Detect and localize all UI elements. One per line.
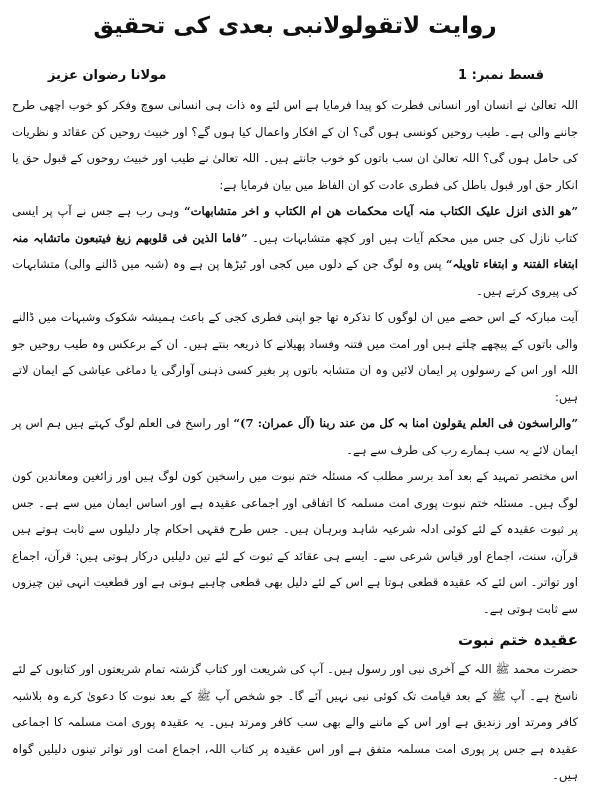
paragraph-verse — [12, 198, 578, 304]
article-page — [12, 8, 578, 792]
paragraph-aqeeda: حضرت محمد ﷺ اللہ کے آخری نبی اور رسول ہیں۔ آپ کی شریعت اور کتاب گزشتہ تمام شریعتوں اور کتابوں کے لئے ناسخ ہے۔ آپ ﷺ کے بعد قیامت تک کوئی نبی نہیں آئے گا۔ جو شخص آپ ﷺ کے بعد نبوت کا دعویٰ کرے وہ بلاشبہ کافر ومرتد اور زندیق ہے اور اس کے ماننے والے بھی سب کافر ومرتد ہیں۔ یہ عقیدہ پوری امت مسلمہ کا اجماعی عقیدہ ہے جس پر پوری امت مسلمہ متفق ہے اور اس عقیدہ پر کتاب اللہ، اجماع امت اور تواتر تینوں دلیلیں گواہ ہیں۔ — [12, 662, 578, 782]
translation-3: اور راسخ فی العلم لوگ کہتے ہیں ہم اس پر ایمان لائے یہ سب ہمارے رب کی طرف سے ہے۔ — [12, 416, 578, 457]
arabic-quote-2: ”فاما الذین فی قلوبھم زیغ فیتبعون ماتشابہ منہ ابتغاء الفتنۃ و ابتغاء تاویلہ“ — [12, 230, 579, 271]
section-heading: عقیدہ ختم نبوت — [458, 631, 578, 649]
paragraph-intro: اللہ تعالیٰ نے انسان اور انسانی فطرت کو پیدا فرمایا ہے اس لئے وہ ذات ہی انسانی سوچ وفکر کو خوب اچھی طرح جاننے والی ہے۔ طیب روحیں کونسی ہوں گی؟ ان کے افکار واعمال کیا ہوں گے؟ اور خبیث روحیں کن عقائد و نظریات کی حامل ہوں گی؟ اللہ تعالیٰ ان سب باتوں کو خوب جانتے ہیں۔ اللہ تعالیٰ نے طیب اور خبیث روحوں کے قبول حق یا انکار حق اور قبول باطل کی فطری عادت کو ان الفاظ میں بیان فرمایا ہے: — [12, 98, 578, 192]
article-body — [12, 92, 578, 789]
article-title: روایت لاتقولولانبی بعدی کی تحقیق — [93, 13, 497, 39]
byline — [48, 66, 544, 86]
translation-1: وہی رب ہے جس نے آپ پر ایسی کتاب نازل کی جس میں محکم آیات ہیں اور کچھ متشابہات ہیں۔ — [12, 204, 578, 245]
paragraph-rasikhun — [12, 410, 578, 463]
paragraph-introduction-issue: اس مختصر تمہید کے بعد آمد برسر مطلب کہ مسئلہ ختم نبوت میں راسخین کون لوگ ہیں اور زائغین ومعاندین کون لوگ ہیں۔ مسئلہ ختم نبوت پوری امت مسلمہ کا اتفاقی اور اجماعی عقیدہ ہے اور اساس ایمان میں سے ہے۔ جس پر ثبوت عقیدہ کے لئے کوئی ادلہ شرعیہ شاہد وبرہان ہیں۔ جس طرح فقہی احکام چار دلیلوں سے ثابت ہوتے ہیں قرآن، سنت، اجماع اور قیاس شرعی سے۔ ایسے ہی عقائد کے ثبوت کے لئے تین دلیلیں درکار ہوتی ہیں: قرآن، اجماع اور تواتر۔ اس لئے کہ عقیدہ قطعی ہوتا ہے اس کے لئے دلیل بھی قطعی چاہیے ہوتی ہے اور قطعیت انہی تین چیزوں سے ثابت ہوتی ہے۔ — [12, 469, 578, 616]
arabic-quote-1: ”ھو الذی انزل علیک الکتاب منہ آیات محکمات ھن ام الکتاب و اخر متشابھات“ — [183, 204, 578, 218]
translation-2: پس وہ لوگ جن کے دلوں میں کجی اور ٹیڑھا پن ہے وہ (شبہ میں ڈالنے والی) متشابہات کی پیروی کرتے ہیں۔ — [12, 257, 578, 298]
arabic-quote-3: ”والراسخون فی العلم یقولون امنا بہ کل من عند ربنا (آل عمران: 7)“ — [233, 416, 579, 430]
installment-label: قسط نمبر: 1 — [458, 68, 544, 83]
author-name: مولانا رضوان عزیز — [48, 68, 167, 83]
paragraph-commentary: آیت مبارکہ کے اس حصے میں ان لوگوں کا تذکرہ تھا جو اپنی فطری کجی کے باعث ہمیشہ شکوک وشبہات میں ڈالنے والی باتوں کے پیچھے چلتے ہیں اور امت میں فتنہ وفساد پھیلانے کا ذریعہ بنتے ہیں۔ ان کے برعکس وہ طیب روحیں جو اللہ اور اس کے رسولوں پر ایمان لائیں وہ ان متشابہ باتوں پر بغیر کسی ذہنی آوارگی یا دماغی عیاشی کے ایمان لاتے ہیں: — [12, 310, 578, 404]
